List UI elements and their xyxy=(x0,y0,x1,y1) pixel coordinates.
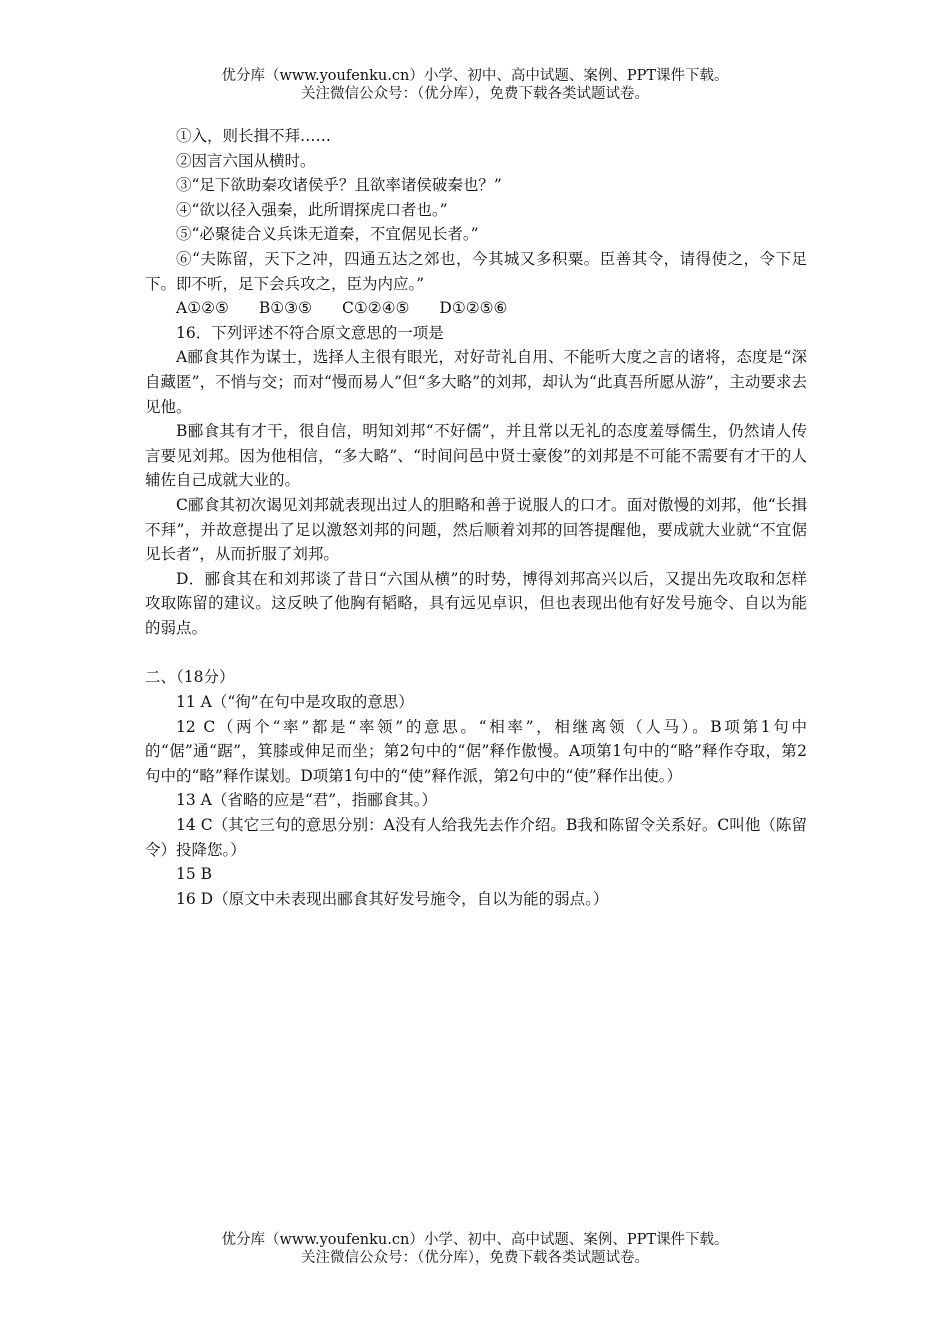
header-line-1: 优分库（www.youfenku.cn）小学、初中、高中试题、案例、PPT课件下载。 xyxy=(221,68,729,84)
section-gap xyxy=(145,640,807,665)
answer-16: 16 D（原文中未表现出郦食其好发号施令，自以为能的弱点。） xyxy=(176,889,609,908)
q16-option-a: A郦食其作为谋士，选择人主很有眼光，对好苛礼自用、不能听大度之言的诸将，态度是“深自藏匿”，不悄与交；而对“慢而易人”但“多大略”的刘邦，却认为“此真吾所愿从游”，主动要求去见他。 xyxy=(145,348,807,416)
page-footer xyxy=(0,1231,950,1267)
q16-option-c: C郦食其初次谒见刘邦就表现出过人的胆略和善于说服人的口才。面对傲慢的刘邦，他“长揖不拜”，并故意提出了足以激怒刘邦的问题，然后顺着刘邦的回答提醒他，要成就大业就“不宜倨见长者”，从而折服了刘邦。 xyxy=(145,495,807,564)
q15-item-6: ⑥“夫陈留，天下之冲，四通五达之郊也，今其城又多积粟。臣善其令，请得使之，令下足下。即不听，足下会兵攻之，臣为内应。” xyxy=(145,249,807,293)
q15-item-3: ③“足下欲助秦攻诸侯乎？且欲率诸侯破秦也？” xyxy=(176,176,502,195)
document-body xyxy=(145,124,807,911)
q15-option-b: B①③⑤ xyxy=(258,299,312,318)
q15-option-a: A①②⑤ xyxy=(176,299,229,318)
q16-option-b: B郦食其有才干，很自信，明知刘邦“不好儒”，并且常以无礼的态度羞辱儒生，仍然请人传言要见刘邦。因为他相信，“多大略”、“时间问邑中贤士豪俊”的刘邦是不可能不需要有才干的人辅佐自己成就大业的。 xyxy=(145,422,807,490)
q15-option-d: D①②⑤⑥ xyxy=(439,299,508,318)
q16-stem: 16．下列评述不符合原文意思的一项是 xyxy=(176,323,444,342)
q15-item-5: ⑤“必聚徒合义兵诛无道秦，不宜倨见长者。” xyxy=(176,225,479,244)
answer-11: 11 A（“徇”在句中是攻取的意思） xyxy=(176,693,414,712)
q15-item-2: ②因言六国从横时。 xyxy=(176,151,316,170)
header-line-2: 关注微信公众号：（优分库），免费下载各类试题试卷。 xyxy=(301,86,649,102)
q15-option-c: C①②④⑤ xyxy=(341,299,410,318)
footer-line-1: 优分库（www.youfenku.cn）小学、初中、高中试题、案例、PPT课件下载。 xyxy=(221,1232,729,1248)
q15-item-1: ①入，则长揖不拜…… xyxy=(176,127,332,145)
q15-item-4: ④“欲以径入强秦，此所谓探虎口者也。” xyxy=(176,200,448,219)
answer-14: 14 C（其它三句的意思分别：A没有人给我先去作介绍。B我和陈留令关系好。C叫他（陈留令）投降您。） xyxy=(145,816,807,859)
answers-section-title: 二、（18分） xyxy=(145,668,235,687)
q15-options xyxy=(145,296,807,321)
answer-15: 15 B xyxy=(176,865,213,884)
footer-line-2: 关注微信公众号：（优分库），免费下载各类试题试卷。 xyxy=(301,1250,649,1266)
answer-13: 13 A（省略的应是“君”，指郦食其。） xyxy=(176,791,437,810)
q16-option-d: D．郦食其在和刘邦谈了昔日“六国从横”的时势，博得刘邦高兴以后，又提出先攻取和怎样攻取陈留的建议。这反映了他胸有韬略，具有远见卓识，但也表现出他有好发号施令、自以为能的弱点。 xyxy=(145,569,807,637)
page-header xyxy=(0,67,950,103)
answer-12: 12 C（两个“率”都是“率领”的意思。“相率”，相继离领（人马）。B项第1句中的“倨”通“踞”，箕膝或伸足而坐；第2句中的“倨”释作傲慢。A项第1句中的“略”释作夺取，第2句中的“略”释作谋划。D项第1句中的“使”释作派，第2句中的“使”释作出使。） xyxy=(145,717,807,785)
